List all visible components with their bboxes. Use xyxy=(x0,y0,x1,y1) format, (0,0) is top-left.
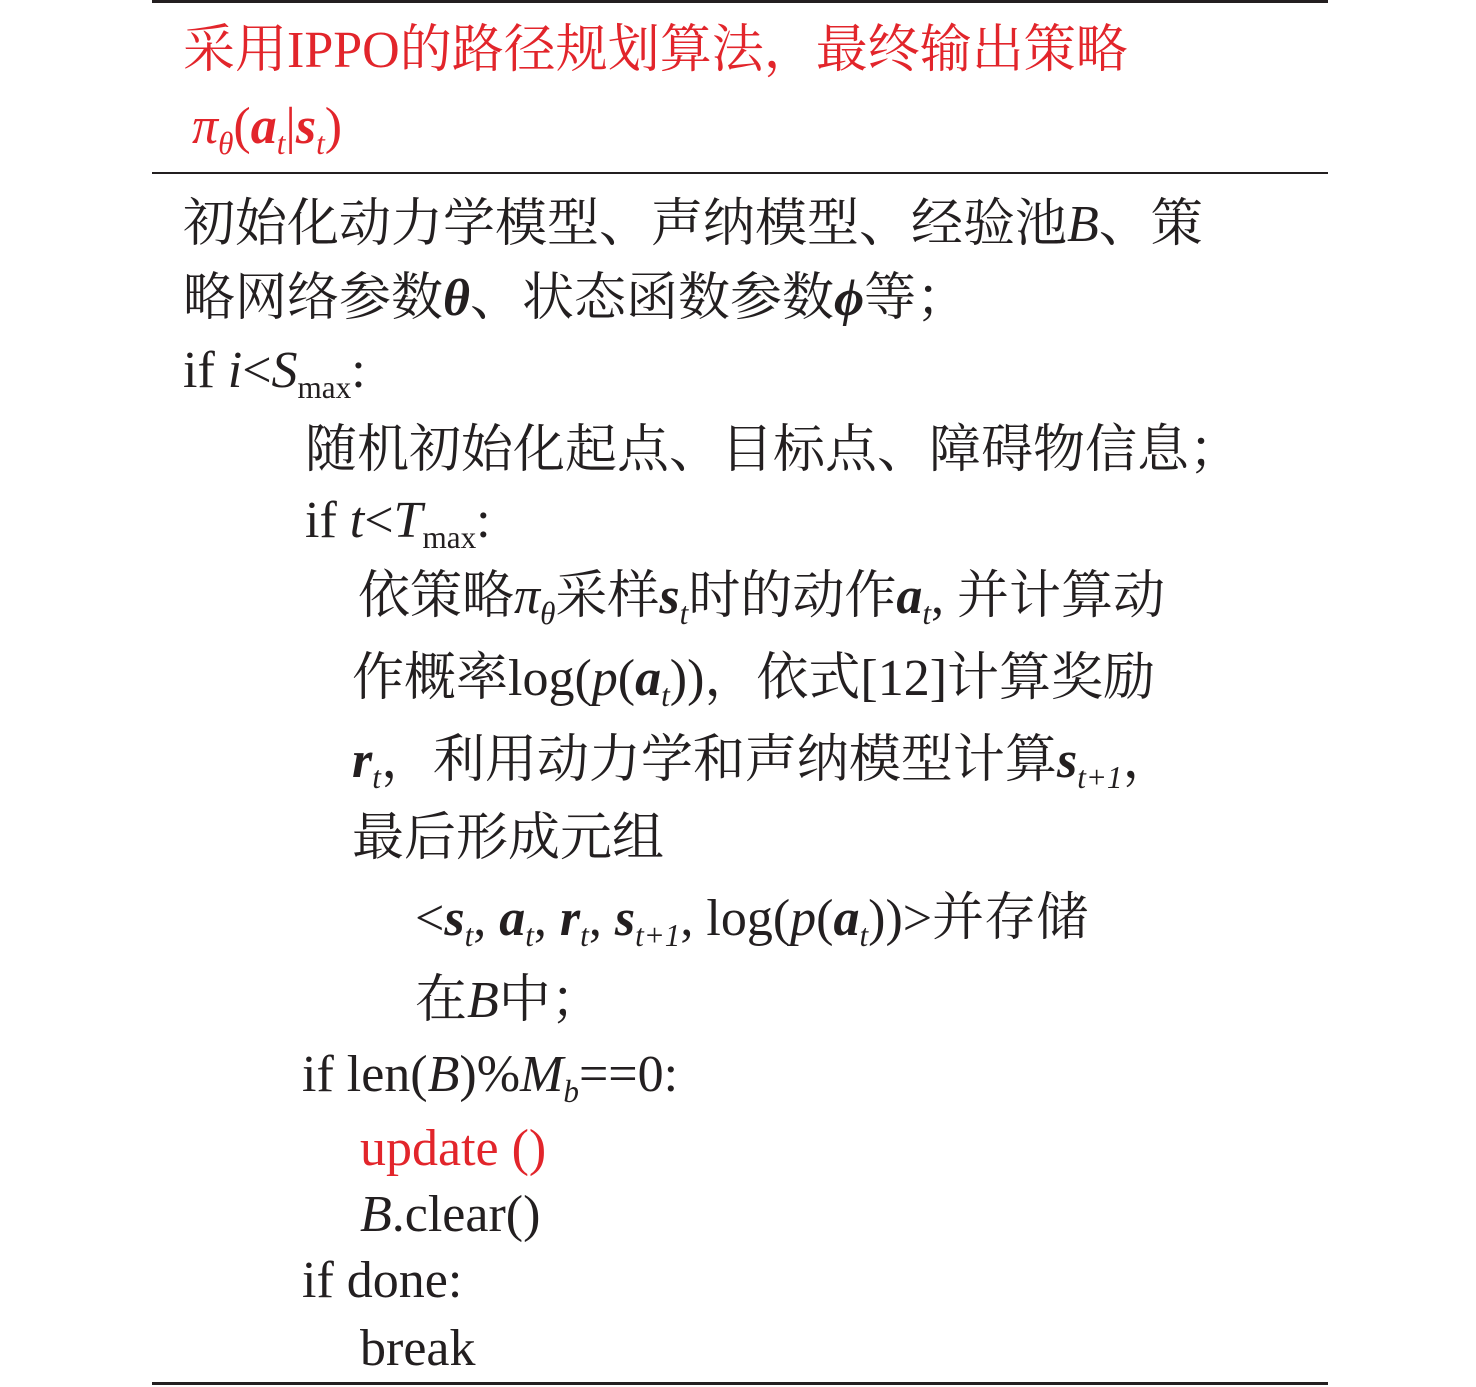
theta-symbol: θ xyxy=(443,270,471,327)
reward-r: r xyxy=(352,732,373,789)
t-subscript: t xyxy=(580,917,589,953)
update-line: update () xyxy=(360,1120,547,1177)
var-t: t xyxy=(349,492,365,549)
text: 采样 xyxy=(555,568,660,625)
t-subscript: t xyxy=(661,677,670,713)
top-rule xyxy=(152,0,1328,3)
var-p: p xyxy=(591,650,618,707)
init-text: 等； xyxy=(864,270,969,327)
colon: : xyxy=(476,492,491,549)
theta-subscript: θ xyxy=(540,595,556,631)
sample-line-4: 最后形成元组 xyxy=(352,810,665,867)
text: ，利用动力学和声纳模型计算 xyxy=(380,732,1057,789)
action-a: a xyxy=(635,650,662,707)
buffer-symbol: B xyxy=(360,1186,392,1243)
reward-r: r xyxy=(559,890,581,947)
t-subscript: t xyxy=(679,595,689,631)
t-subscript: t xyxy=(464,917,474,953)
init-line-2 xyxy=(183,268,968,330)
init-tail: 、策 xyxy=(1098,196,1203,253)
if-len-line xyxy=(302,1044,679,1109)
t-subscript: t xyxy=(922,595,932,631)
init-text: 略网络参数 xyxy=(183,270,444,327)
if-keyword: if xyxy=(305,492,350,549)
action-a: a xyxy=(499,890,526,947)
text: ， xyxy=(1122,732,1175,789)
lt: < xyxy=(242,342,272,399)
state-s: s xyxy=(659,568,680,625)
lt: < xyxy=(364,492,394,549)
lparen: ( xyxy=(617,650,636,707)
text: ==0: xyxy=(578,1046,679,1103)
if-done-line: if done: xyxy=(302,1252,463,1309)
t-subscript: t xyxy=(859,917,869,953)
t-plus-1-subscript: t+1 xyxy=(635,917,681,953)
if-episode-line xyxy=(183,340,366,405)
buffer-symbol: B xyxy=(467,972,499,1029)
text: < xyxy=(415,890,445,947)
var-S: S xyxy=(271,342,298,399)
text: , 并计算动 xyxy=(931,568,1166,625)
t-subscript: t xyxy=(372,759,381,795)
text: if len( xyxy=(302,1046,428,1103)
lparen: ( xyxy=(816,890,834,947)
break-line: break xyxy=(360,1320,476,1377)
init-text: 、状态函数参数 xyxy=(470,270,835,327)
text: )% xyxy=(459,1046,521,1103)
var-M: M xyxy=(520,1046,564,1103)
theta-subscript: θ xyxy=(218,125,234,161)
algorithm-title: 采用IPPO的路径规划算法，最终输出策略 xyxy=(183,22,1128,79)
state-s-next: s xyxy=(614,890,636,947)
action-a: a xyxy=(896,568,923,625)
pi-symbol: π xyxy=(514,568,541,625)
var-i: i xyxy=(227,342,243,399)
state-s: s xyxy=(1056,732,1078,789)
t-subscript: t xyxy=(525,917,534,953)
clear-line xyxy=(360,1184,540,1246)
text: , xyxy=(588,890,615,947)
phi-symbol: ϕ xyxy=(834,270,865,327)
action-a: a xyxy=(250,98,277,155)
text: , xyxy=(473,890,500,947)
text: , log( xyxy=(680,890,791,947)
sample-line-1 xyxy=(358,566,1166,631)
text: 在 xyxy=(415,972,468,1029)
t-subscript: t xyxy=(316,125,325,161)
tuple-line-1 xyxy=(415,888,1089,953)
text: ))>并存储 xyxy=(868,890,1089,947)
text: 中； xyxy=(498,972,603,1029)
pi-symbol: π xyxy=(192,98,219,155)
max-subscript: max xyxy=(297,369,352,405)
init-text: 初始化动力学模型、声纳模型、经验池 xyxy=(183,196,1068,253)
text: 时的动作 xyxy=(688,568,897,625)
var-p: p xyxy=(790,890,817,947)
t-plus-1-subscript: t+1 xyxy=(1077,759,1123,795)
header-rule xyxy=(152,172,1328,174)
algorithm-title-policy xyxy=(192,96,343,161)
colon: : xyxy=(351,342,366,399)
text: .clear() xyxy=(391,1186,541,1243)
if-keyword: if xyxy=(183,342,228,399)
state-s: s xyxy=(295,98,317,155)
rparen: ) xyxy=(324,98,343,155)
given-bar: | xyxy=(285,98,296,155)
text: 作概率log( xyxy=(352,650,592,707)
if-step-line xyxy=(305,490,491,555)
random-init-line: 随机初始化起点、目标点、障碍物信息； xyxy=(305,422,1242,479)
init-line-1 xyxy=(183,194,1203,256)
var-T: T xyxy=(393,492,423,549)
tuple-line-2 xyxy=(415,970,603,1032)
buffer-symbol: B xyxy=(427,1046,460,1103)
text: ))，依式[12]计算奖励 xyxy=(669,650,1156,707)
b-subscript: b xyxy=(563,1073,579,1109)
bottom-rule xyxy=(152,1382,1328,1385)
text: 依策略 xyxy=(358,568,515,625)
state-s: s xyxy=(444,890,465,947)
action-a: a xyxy=(833,890,860,947)
lparen: ( xyxy=(233,98,251,155)
sample-line-2 xyxy=(352,648,1156,713)
max-subscript: max xyxy=(422,519,477,555)
text: , xyxy=(533,890,560,947)
buffer-symbol: B xyxy=(1067,196,1099,253)
sample-line-3 xyxy=(352,730,1175,795)
t-subscript: t xyxy=(276,125,286,161)
